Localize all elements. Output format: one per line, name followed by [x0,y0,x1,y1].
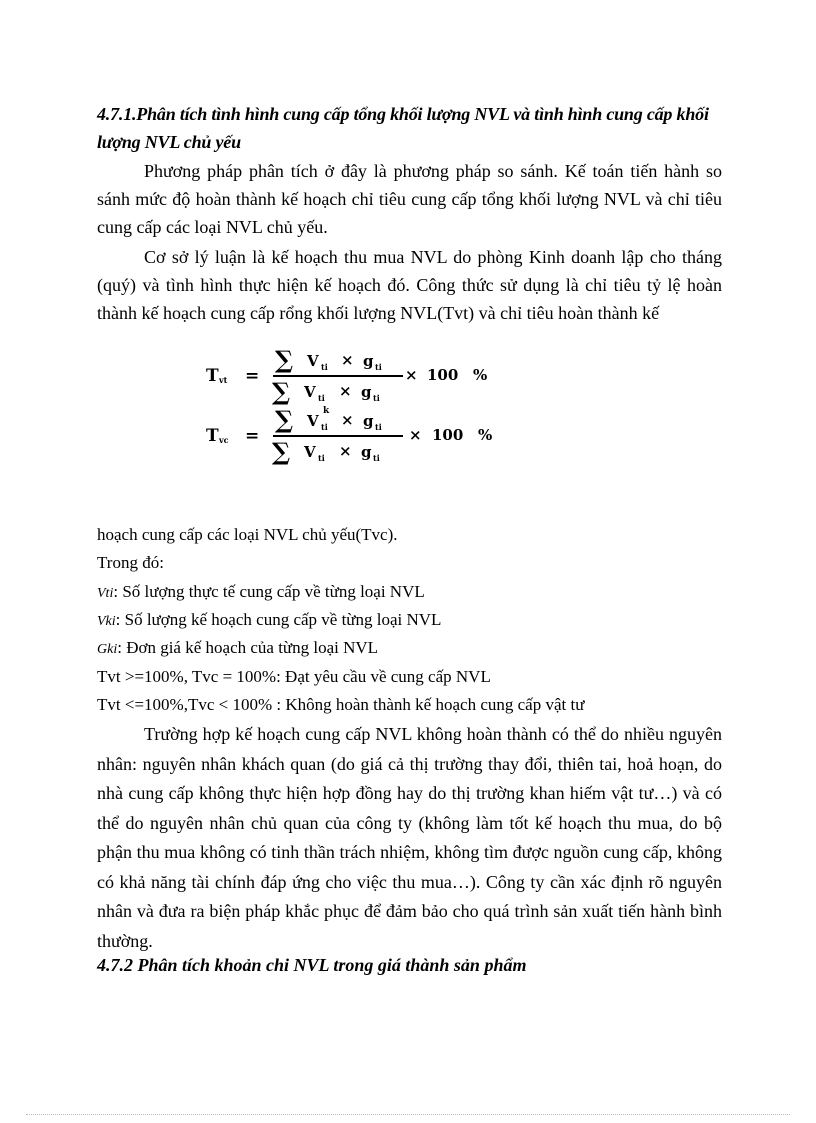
paragraph-causes: Trường hợp kế hoạch cung cấp NVL không hoàn thành có thể do nhiều nguyên nhân: nguyên nhân khách quan (do giá cả thị trường thay đổi, thiên tai, hoả hoạn, do nhà cung cấp không thực hiện hợp đồng hay do thị trường khan hiếm vật tư…) và có thể do nguyên nhân chủ quan của công ty (không làm tốt kế hoạch thu mua, do bộ phận thu mua không có tinh thần trách nhiệm, không tìm được nguồn cung cấp, không có khả năng tài chính đáp ứng cho việc thu mua…). Công ty cần xác định rõ nguyên nhân và đưa ra biện pháp khắc phục để đảm bảo cho quá trình sản xuất tiến hành bình thường. [97,724,722,951]
definition-vki [97,608,441,634]
formula1-den-g-sub: ti [373,393,380,403]
formula1-num-g-sub: ti [375,362,382,372]
formula2-den-v: V [304,443,316,461]
formula2-den-sum: ∑ [272,437,291,466]
formula1-lhs-sub: vt [219,375,228,385]
formula2-lhs: T [206,426,219,446]
formula2-times100: × [409,426,422,444]
formula1-den-times: × [339,382,352,400]
definition-text: : Số lượng thực tế cung cấp về từng loại NVL [113,582,425,601]
formula2-100: 100 [432,426,464,444]
formula2-percent: % [478,426,493,444]
formula2-den-g: g [361,443,372,461]
formula2-equals: = [245,426,260,446]
formula1-num-g: g [363,352,374,370]
formula1-num-times: × [341,351,354,369]
formula2-den-g-sub: ti [373,453,380,463]
section-heading-4-7-2: 4.7.2 Phân tích khoản chi NVL trong giá thành sản phẩm [97,955,527,975]
formula1-lhs: T [206,366,219,386]
definition-text: : Đơn giá kế hoạch của từng loại NVL [117,638,379,657]
formula2-fraction-bar [273,435,403,437]
condition-met: Tvt >=100%, Tvc = 100%: Đạt yêu cầu về cung cấp NVL [97,667,491,686]
formula1-num-v-sub: ti [321,362,328,372]
formula1-100: 100 [427,366,459,384]
formula2-lhs-sub: vc [219,435,229,445]
formula2-num-v: V [307,412,319,430]
formula1-equals: = [245,366,260,386]
formula2-num-g-sub: ti [375,422,382,432]
formula1-num-sum: ∑ [275,345,294,374]
paragraph-basis: Cơ sở lý luận là kế hoạch thu mua NVL do phòng Kinh doanh lập cho tháng (quý) và tình hình thực hiện kế hoạch đó. Công thức sử dụng là chỉ tiêu tỷ lệ hoàn thành kế hoạch cung cấp rổng khối lượng NVL(Tvt) và chỉ tiêu hoàn thành kế [97,247,722,323]
definition-vti [97,580,425,606]
definition-symbol: Vti [97,586,114,601]
trong-do-label: Trong đó: [97,553,164,572]
formula2-den-times: × [339,442,352,460]
definition-text: : Số lượng kế hoạch cung cấp về từng loại NVL [115,610,442,629]
formula1-den-g: g [361,383,372,401]
formula1-den-sum: ∑ [272,377,291,406]
formula2-den-v-sub: ti [318,453,325,463]
definition-symbol: Gki [97,642,118,657]
condition-not-met: Tvt <=100%,Tvc < 100% : Không hoàn thành kế hoạch cung cấp vật tư [97,695,585,714]
page-bottom-divider [26,1114,790,1115]
formula1-num-v: V [307,352,319,370]
formula1-times100: × [405,366,418,384]
formula2-num-times: × [341,411,354,429]
formula2-num-v-sup: k [323,406,330,416]
formula-block [190,345,510,475]
formula2-num-v-sub: ti [321,422,328,432]
paragraph-continuation: hoạch cung cấp các loại NVL chủ yếu(Tvc). [97,525,398,544]
formula1-den-v-sub: ti [318,393,325,403]
formula1-den-v: V [304,383,316,401]
paragraph-method: Phương pháp phân tích ở đây là phương pháp so sánh. Kế toán tiến hành so sánh mức độ hoàn thành kế hoạch chỉ tiêu cung cấp tổng khối lượng NVL và chỉ tiêu cung cấp các loại NVL chủ yếu. [97,161,722,237]
definition-symbol: Vki [97,614,116,629]
formula2-num-g: g [363,412,374,430]
definition-gki [97,636,378,662]
section-heading-4-7-1: 4.7.1.Phân tích tình hình cung cấp tổng khối lượng NVL và tình hình cung cấp khối lượng NVL chủ yếu [97,104,709,152]
formula2-num-sum: ∑ [275,405,294,434]
formula1-percent: % [473,366,488,384]
formula1-fraction-bar [273,375,403,377]
